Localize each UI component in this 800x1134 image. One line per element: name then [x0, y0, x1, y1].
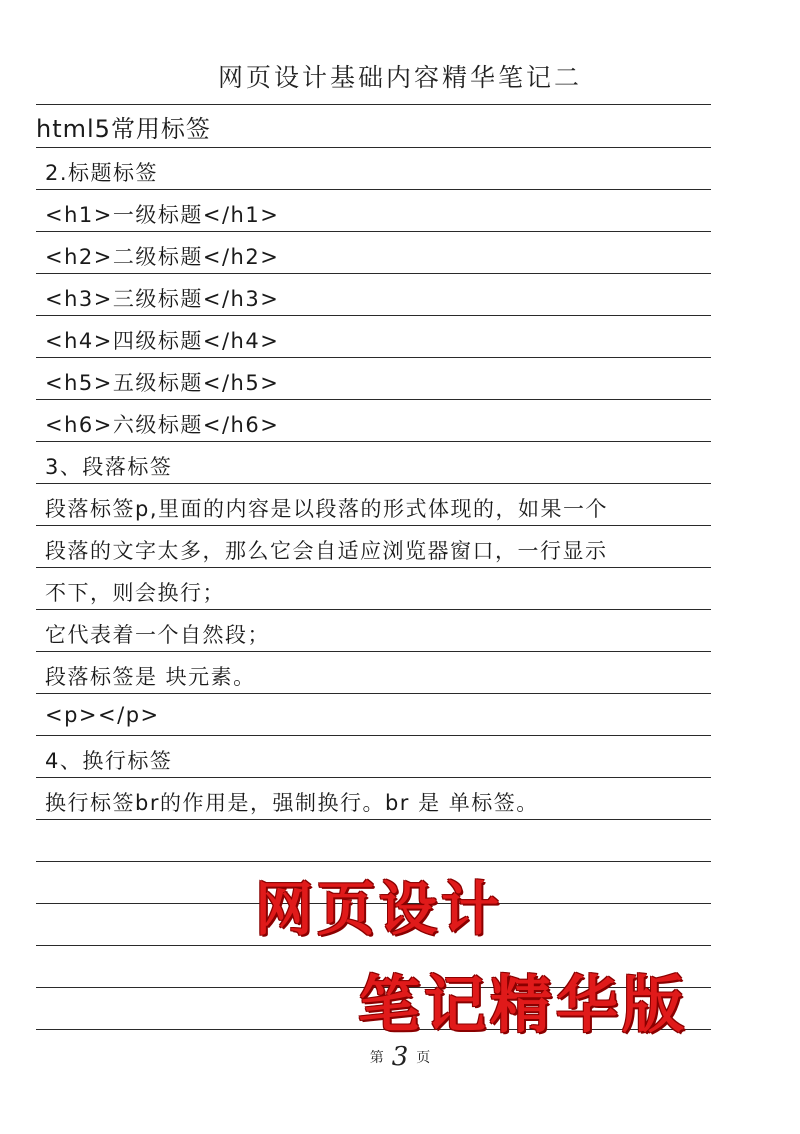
- note-line-paragraph-2: 段落的文字太多，那么它会自适应浏览器窗口，一行显示: [45, 539, 608, 563]
- note-line-h4: <h4>四级标题</h4>: [45, 329, 280, 353]
- ruled-line: [36, 609, 711, 610]
- note-line-h6: <h6>六级标题</h6>: [45, 413, 280, 437]
- ruled-line: [36, 735, 711, 736]
- note-line-br: 换行标签br的作用是，强制换行。br 是 单标签。: [45, 791, 539, 815]
- ruled-line: [36, 483, 711, 484]
- page-number: 3: [391, 1042, 409, 1072]
- note-line-h3: <h3>三级标题</h3>: [45, 287, 280, 311]
- ruled-line: [36, 231, 711, 232]
- note-line-paragraph-3: 不下，则会换行；: [45, 581, 225, 605]
- ruled-line: [36, 399, 711, 400]
- page-number-footer: [0, 1042, 800, 1072]
- ruled-line: [36, 819, 711, 820]
- section-heading-line-break-tags: 4、换行标签: [45, 749, 173, 773]
- ruled-line: [36, 189, 711, 190]
- page-prefix: 第: [369, 1050, 384, 1066]
- note-line-h2: <h2>二级标题</h2>: [45, 245, 280, 269]
- ruled-line: [36, 567, 711, 568]
- ruled-line: [36, 651, 711, 652]
- note-line-paragraph-4: 它代表着一个自然段；: [45, 623, 270, 647]
- note-line-paragraph-1: 段落标签p,里面的内容是以段落的形式体现的，如果一个: [45, 497, 609, 521]
- ruled-line: [36, 693, 711, 694]
- section-heading-title-tags: 2.标题标签: [45, 161, 159, 185]
- note-line-paragraph-5: 段落标签是 块元素。: [45, 665, 256, 689]
- stamp-text-web-design: 网页设计: [255, 875, 504, 943]
- ruled-line: [36, 357, 711, 358]
- page-suffix: 页: [416, 1050, 431, 1066]
- page-title: 网页设计基础内容精华笔记二: [217, 63, 582, 92]
- ruled-line: [36, 104, 711, 105]
- ruled-line: [36, 147, 711, 148]
- stamp-text-notes-edition: 笔记精华版: [358, 968, 689, 1041]
- ruled-line: [36, 273, 711, 274]
- ruled-line: [36, 315, 711, 316]
- note-line-h5: <h5>五级标题</h5>: [45, 371, 280, 395]
- ruled-line: [36, 525, 711, 526]
- ruled-line: [36, 441, 711, 442]
- note-line-h1: <h1>一级标题</h1>: [45, 203, 280, 227]
- note-line-p-tag: <p></p>: [45, 703, 160, 727]
- section-heading-html5: html5常用标签: [36, 115, 211, 143]
- section-heading-paragraph-tags: 3、段落标签: [45, 455, 173, 479]
- ruled-line: [36, 777, 711, 778]
